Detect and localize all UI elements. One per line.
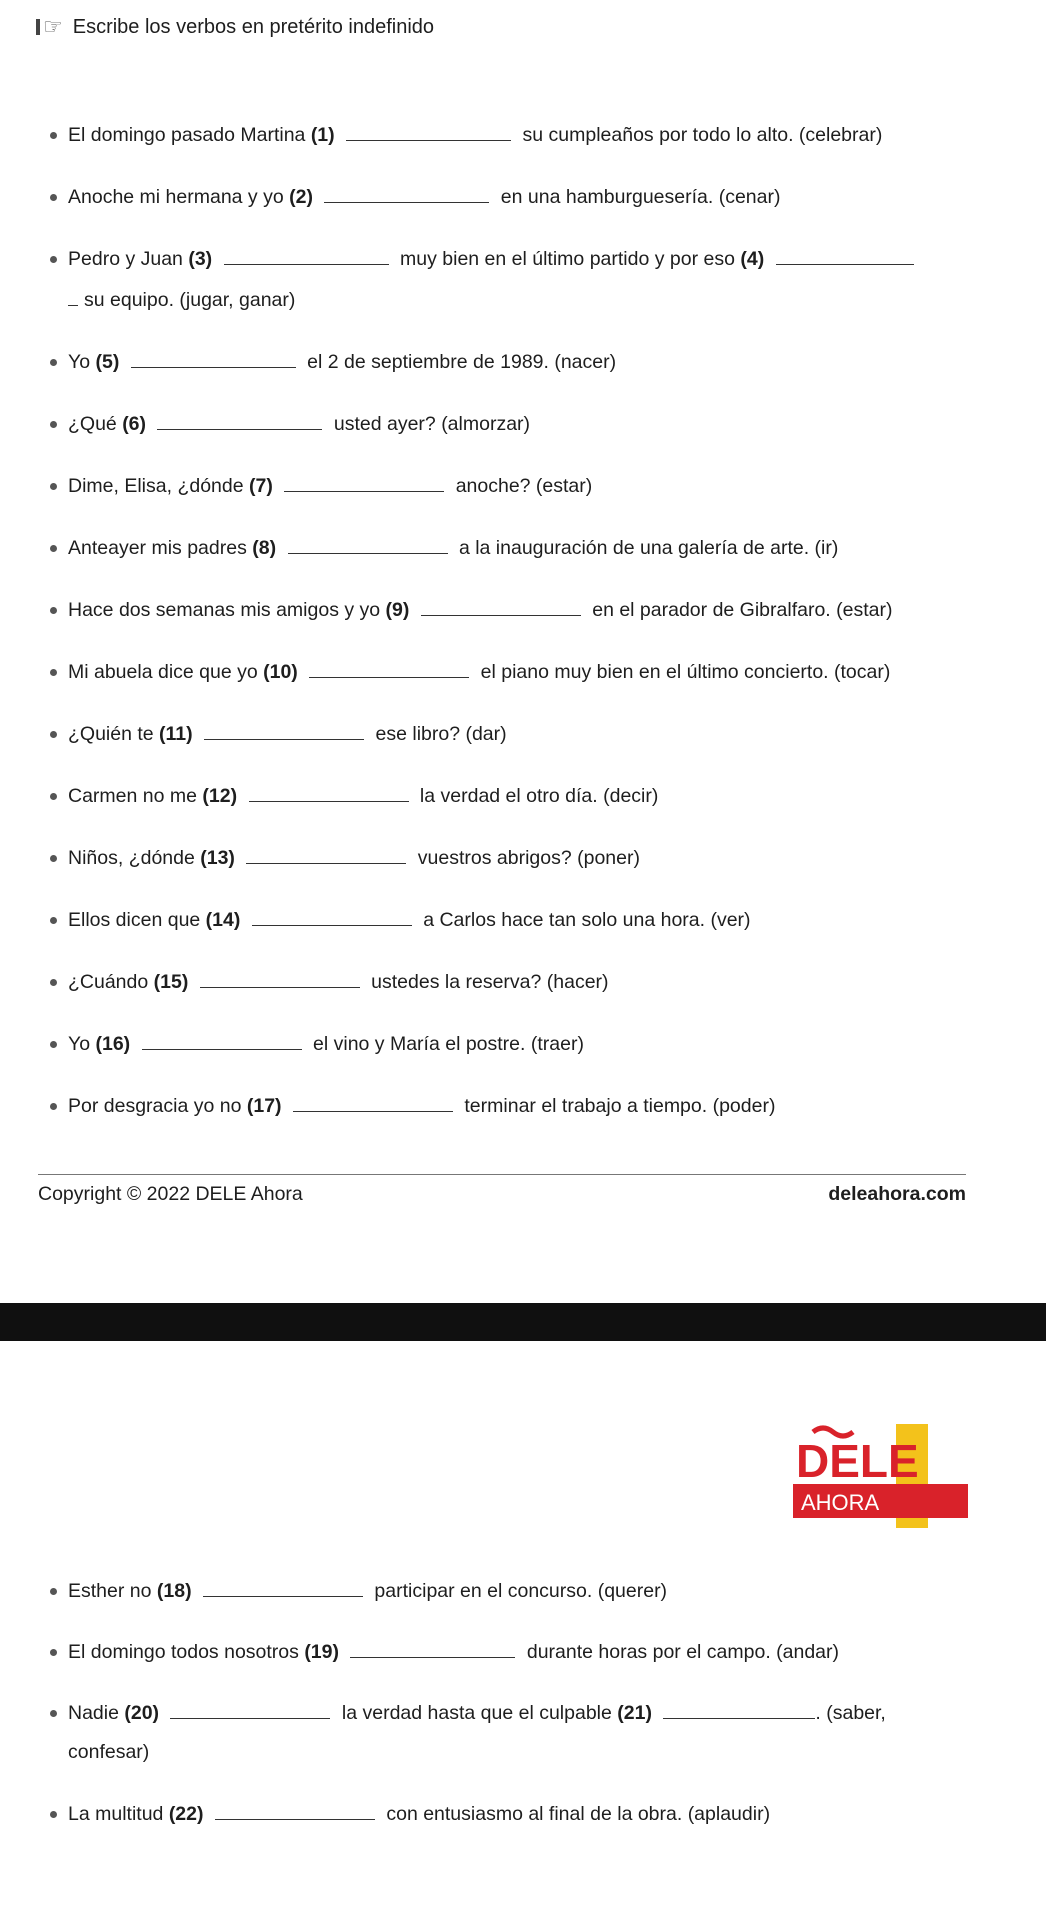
answer-blank[interactable]: [204, 721, 364, 740]
exercise-item-7: Dime, Elisa, ¿dónde (7) anoche? (estar): [68, 472, 592, 500]
instruction-text: Escribe los verbos en pretérito indefinido: [72, 15, 435, 38]
exercise-item-3-continuation: su equipo. (jugar, ganar): [68, 287, 295, 312]
bullet-icon: [50, 607, 57, 614]
logo-subtitle: AHORA: [801, 1490, 880, 1515]
answer-blank[interactable]: [224, 246, 389, 265]
bullet-icon: [50, 731, 57, 738]
answer-blank[interactable]: [284, 473, 444, 492]
answer-blank[interactable]: [776, 246, 914, 265]
exercise-item-14: Ellos dicen que (14) a Carlos hace tan solo una hora. (ver): [68, 906, 751, 934]
exercise-item-2: Anoche mi hermana y yo (2) en una hamburguesería. (cenar): [68, 183, 780, 211]
answer-blank[interactable]: [200, 969, 360, 988]
exercise-item-11: ¿Quién te (11) ese libro? (dar): [68, 720, 507, 748]
logo-title: DELE: [796, 1435, 919, 1487]
exercise-item-16: Yo (16) el vino y María el postre. (traer): [68, 1030, 584, 1058]
bullet-icon: [50, 1588, 57, 1595]
exercise-item-5: Yo (5) el 2 de septiembre de 1989. (nacer): [68, 348, 616, 376]
bullet-icon: [50, 421, 57, 428]
exercise-item-15: ¿Cuándo (15) ustedes la reserva? (hacer): [68, 968, 609, 996]
logo-graphic: [793, 1420, 968, 1530]
exercise-item-8: Anteayer mis padres (8) a la inauguración de una galería de arte. (ir): [68, 534, 838, 562]
answer-blank[interactable]: [203, 1578, 363, 1597]
bullet-icon: [50, 483, 57, 490]
bullet-icon: [50, 855, 57, 862]
answer-blank[interactable]: [246, 845, 406, 864]
exercise-item-18: Esther no (18) participar en el concurso. (querer): [68, 1577, 667, 1605]
answer-blank[interactable]: [131, 349, 296, 368]
bullet-icon: [50, 256, 57, 263]
footer-divider: [38, 1174, 966, 1175]
exercise-item-19: El domingo todos nosotros (19) durante horas por el campo. (andar): [68, 1638, 839, 1666]
answer-blank[interactable]: [663, 1700, 815, 1719]
answer-blank[interactable]: [68, 287, 78, 306]
answer-blank[interactable]: [249, 783, 409, 802]
copyright-text: Copyright © 2022 DELE Ahora: [38, 1183, 303, 1205]
instruction: [36, 14, 434, 40]
answer-blank[interactable]: [421, 597, 581, 616]
page-break-band: [0, 1303, 1046, 1341]
exercise-item-6: ¿Qué (6) usted ayer? (almorzar): [68, 410, 530, 438]
exercise-item-3: Pedro y Juan (3) muy bien en el último partido y por eso (4): [68, 245, 920, 273]
answer-blank[interactable]: [142, 1031, 302, 1050]
answer-blank[interactable]: [288, 535, 448, 554]
exercise-item-20: Nadie (20) la verdad hasta que el culpable (21) . (saber,: [68, 1699, 886, 1727]
answer-blank[interactable]: [215, 1801, 375, 1820]
exercise-item-10: Mi abuela dice que yo (10) el piano muy bien en el último concierto. (tocar): [68, 658, 890, 686]
answer-blank[interactable]: [170, 1700, 330, 1719]
answer-blank[interactable]: [309, 659, 469, 678]
bullet-icon: [50, 917, 57, 924]
exercise-item-12: Carmen no me (12) la verdad el otro día. (decir): [68, 782, 658, 810]
bullet-icon: [50, 359, 57, 366]
answer-blank[interactable]: [293, 1093, 453, 1112]
pointing-hand-icon: ☞: [36, 14, 63, 40]
answer-blank[interactable]: [350, 1639, 515, 1658]
bullet-icon: [50, 1041, 57, 1048]
exercise-item-22: La multitud (22) con entusiasmo al final de la obra. (aplaudir): [68, 1800, 770, 1828]
bullet-icon: [50, 194, 57, 201]
exercise-item-20-continuation: confesar): [68, 1741, 150, 1763]
bullet-icon: [50, 1710, 57, 1717]
bullet-icon: [50, 979, 57, 986]
answer-blank[interactable]: [157, 411, 322, 430]
answer-blank[interactable]: [324, 184, 489, 203]
answer-blank[interactable]: [346, 122, 511, 141]
exercise-item-9: Hace dos semanas mis amigos y yo (9) en el parador de Gibralfaro. (estar): [68, 596, 892, 624]
exercise-item-1: El domingo pasado Martina (1) su cumpleaños por todo lo alto. (celebrar): [68, 121, 882, 149]
exercise-item-13: Niños, ¿dónde (13) vuestros abrigos? (poner): [68, 844, 640, 872]
bullet-icon: [50, 1811, 57, 1818]
bullet-icon: [50, 1103, 57, 1110]
bullet-icon: [50, 669, 57, 676]
bullet-icon: [50, 1649, 57, 1656]
answer-blank[interactable]: [252, 907, 412, 926]
exercise-item-17: Por desgracia yo no (17) terminar el trabajo a tiempo. (poder): [68, 1092, 775, 1120]
bullet-icon: [50, 132, 57, 139]
bullet-icon: [50, 793, 57, 800]
site-link[interactable]: deleahora.com: [828, 1183, 966, 1205]
dele-ahora-logo: [793, 1420, 968, 1530]
bullet-icon: [50, 545, 57, 552]
